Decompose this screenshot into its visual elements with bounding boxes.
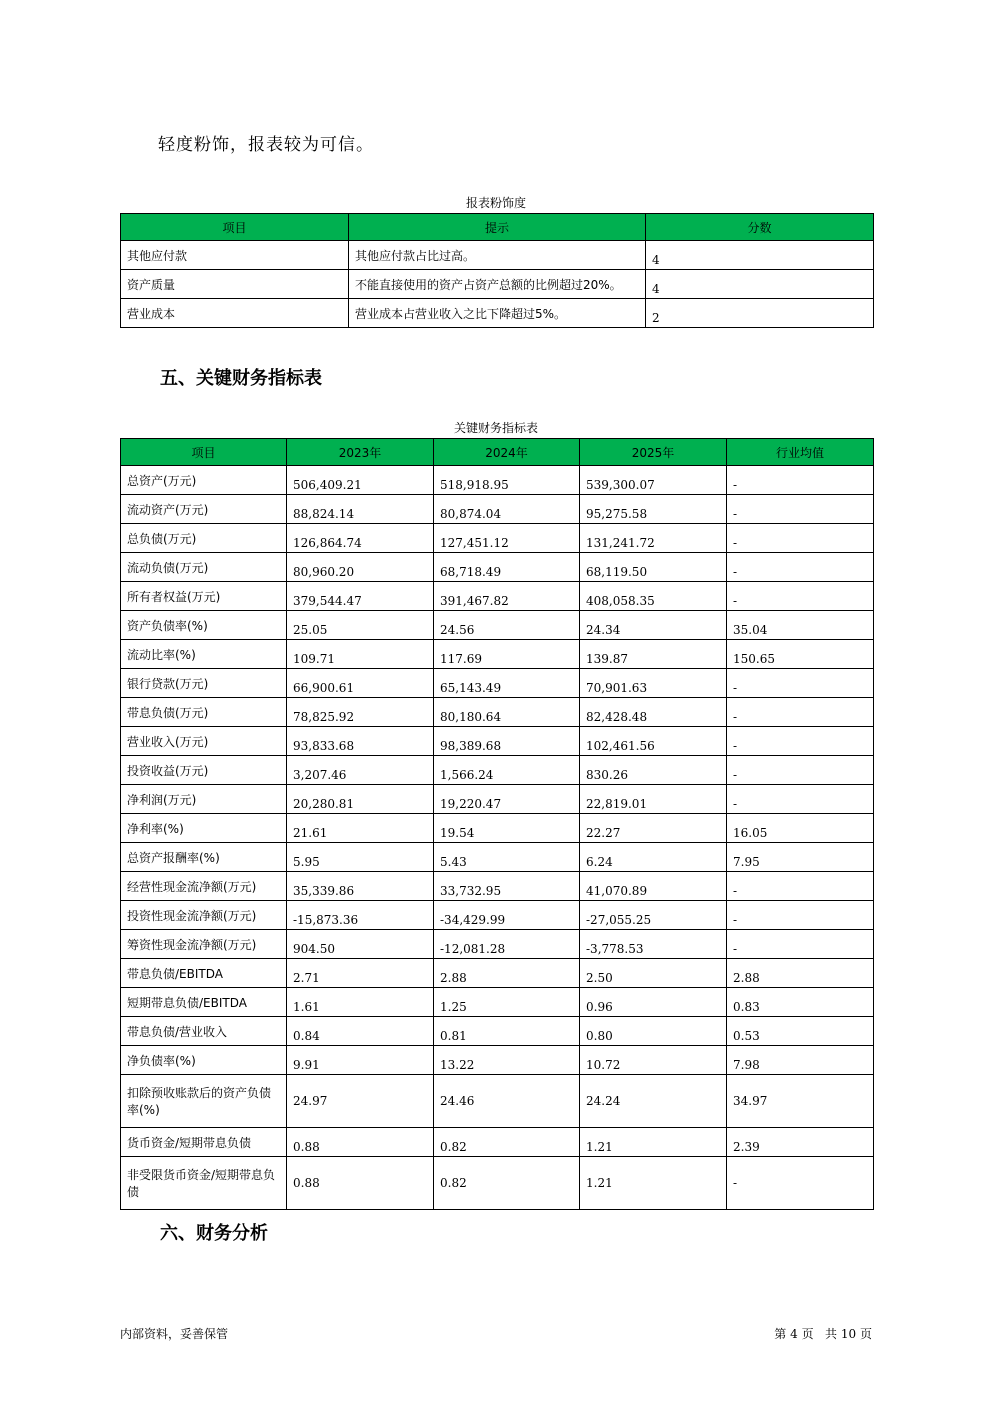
row-label-cell: 扣除预收账款后的资产负债率(%): [121, 1075, 287, 1128]
value-cell: 0.83: [727, 988, 874, 1017]
table-row: [121, 1017, 874, 1046]
value-cell: 0.81: [434, 1017, 580, 1046]
value-cell: 19,220.47: [434, 785, 580, 814]
value-cell: -: [727, 872, 874, 901]
column-header: 2023年: [287, 439, 434, 466]
value-cell: -: [727, 901, 874, 930]
value-cell: 0.96: [580, 988, 727, 1017]
section6-heading: 六、财务分析: [160, 1223, 268, 1244]
row-label-cell: 总资产(万元): [121, 466, 287, 495]
table-row: [121, 901, 874, 930]
whitewash-table: [120, 213, 874, 328]
table-row: [121, 930, 874, 959]
table-header-row: [121, 439, 874, 466]
value-cell: 16.05: [727, 814, 874, 843]
value-cell: 65,143.49: [434, 669, 580, 698]
page-current: 4: [790, 1327, 798, 1341]
table-row: [121, 299, 874, 328]
value-cell: 营业成本占营业收入之比下降超过5%。: [349, 299, 646, 328]
table-row: [121, 988, 874, 1017]
value-cell: 95,275.58: [580, 495, 727, 524]
row-label-cell: 营业收入(万元): [121, 727, 287, 756]
value-cell: 2.71: [287, 959, 434, 988]
value-cell: -: [727, 466, 874, 495]
value-cell: 88,824.14: [287, 495, 434, 524]
value-cell: 0.88: [287, 1157, 434, 1210]
value-cell: -: [727, 495, 874, 524]
intro-paragraph: 轻度粉饰，报表较为可信。: [158, 135, 374, 155]
value-cell: 10.72: [580, 1046, 727, 1075]
value-cell: 82,428.48: [580, 698, 727, 727]
value-cell: 1,566.24: [434, 756, 580, 785]
table-row: [121, 611, 874, 640]
value-cell: 2.88: [434, 959, 580, 988]
row-label-cell: 投资收益(万元): [121, 756, 287, 785]
table-row: [121, 553, 874, 582]
value-cell: 其他应付款占比过高。: [349, 241, 646, 270]
row-label-cell: 资产质量: [121, 270, 349, 299]
row-label-cell: 其他应付款: [121, 241, 349, 270]
value-cell: 1.21: [580, 1128, 727, 1157]
value-cell: 0.53: [727, 1017, 874, 1046]
key-financial-indicators-table: [120, 438, 874, 1210]
value-cell: 78,825.92: [287, 698, 434, 727]
row-label-cell: 带息负债/EBITDA: [121, 959, 287, 988]
row-label-cell: 资产负债率(%): [121, 611, 287, 640]
value-cell: 7.95: [727, 843, 874, 872]
value-cell: 24.24: [580, 1075, 727, 1128]
value-cell: 22,819.01: [580, 785, 727, 814]
value-cell: -: [727, 785, 874, 814]
value-cell: 3,207.46: [287, 756, 434, 785]
value-cell: 830.26: [580, 756, 727, 785]
table-row: [121, 1157, 874, 1210]
value-cell: 4: [646, 241, 874, 270]
page-total: 10: [840, 1327, 857, 1341]
value-cell: 7.98: [727, 1046, 874, 1075]
value-cell: 0.80: [580, 1017, 727, 1046]
column-header: 项目: [121, 214, 349, 241]
value-cell: 66,900.61: [287, 669, 434, 698]
value-cell: 25.05: [287, 611, 434, 640]
value-cell: 98,389.68: [434, 727, 580, 756]
value-cell: -: [727, 756, 874, 785]
value-cell: 24.34: [580, 611, 727, 640]
value-cell: -: [727, 553, 874, 582]
value-cell: 80,180.64: [434, 698, 580, 727]
table-row: [121, 1046, 874, 1075]
row-label-cell: 非受限货币资金/短期带息负债: [121, 1157, 287, 1210]
value-cell: 33,732.95: [434, 872, 580, 901]
value-cell: 93,833.68: [287, 727, 434, 756]
row-label-cell: 筹资性现金流净额(万元): [121, 930, 287, 959]
row-label-cell: 所有者权益(万元): [121, 582, 287, 611]
value-cell: 13.22: [434, 1046, 580, 1075]
row-label-cell: 货币资金/短期带息负债: [121, 1128, 287, 1157]
table-row: [121, 727, 874, 756]
value-cell: 68,119.50: [580, 553, 727, 582]
value-cell: 126,864.74: [287, 524, 434, 553]
row-label-cell: 经营性现金流净额(万元): [121, 872, 287, 901]
value-cell: 80,874.04: [434, 495, 580, 524]
value-cell: 41,070.89: [580, 872, 727, 901]
column-header: 行业均值: [727, 439, 874, 466]
value-cell: 70,901.63: [580, 669, 727, 698]
value-cell: 109.71: [287, 640, 434, 669]
value-cell: -: [727, 930, 874, 959]
row-label-cell: 净利润(万元): [121, 785, 287, 814]
value-cell: 127,451.12: [434, 524, 580, 553]
value-cell: 2: [646, 299, 874, 328]
table2-caption: 关键财务指标表: [453, 421, 538, 435]
value-cell: 19.54: [434, 814, 580, 843]
value-cell: 5.95: [287, 843, 434, 872]
value-cell: -: [727, 1157, 874, 1210]
table-row: [121, 959, 874, 988]
value-cell: -: [727, 582, 874, 611]
value-cell: 391,467.82: [434, 582, 580, 611]
row-label-cell: 总资产报酬率(%): [121, 843, 287, 872]
value-cell: 150.65: [727, 640, 874, 669]
value-cell: -34,429.99: [434, 901, 580, 930]
value-cell: -: [727, 669, 874, 698]
row-label-cell: 营业成本: [121, 299, 349, 328]
row-label-cell: 带息负债(万元): [121, 698, 287, 727]
table-row: [121, 872, 874, 901]
value-cell: -3,778.53: [580, 930, 727, 959]
value-cell: 0.84: [287, 1017, 434, 1046]
column-header: 提示: [349, 214, 646, 241]
value-cell: -: [727, 727, 874, 756]
row-label-cell: 流动比率(%): [121, 640, 287, 669]
row-label-cell: 银行贷款(万元): [121, 669, 287, 698]
value-cell: 35,339.86: [287, 872, 434, 901]
table-row: [121, 1128, 874, 1157]
value-cell: 6.24: [580, 843, 727, 872]
value-cell: 9.91: [287, 1046, 434, 1075]
value-cell: -: [727, 698, 874, 727]
column-header: 项目: [121, 439, 287, 466]
value-cell: 24.46: [434, 1075, 580, 1128]
value-cell: 379,544.47: [287, 582, 434, 611]
table-row: [121, 814, 874, 843]
value-cell: 1.21: [580, 1157, 727, 1210]
value-cell: 24.97: [287, 1075, 434, 1128]
table-row: [121, 241, 874, 270]
table-row: [121, 669, 874, 698]
value-cell: -: [727, 524, 874, 553]
value-cell: 1.25: [434, 988, 580, 1017]
section5-heading: 五、关键财务指标表: [160, 368, 322, 389]
value-cell: 21.61: [287, 814, 434, 843]
column-header: 2024年: [434, 439, 580, 466]
table-header-row: [121, 214, 874, 241]
page-suffix: 页: [859, 1327, 872, 1341]
value-cell: 0.82: [434, 1128, 580, 1157]
table-row: [121, 582, 874, 611]
value-cell: 4: [646, 270, 874, 299]
value-cell: 102,461.56: [580, 727, 727, 756]
row-label-cell: 总负债(万元): [121, 524, 287, 553]
column-header: 分数: [646, 214, 874, 241]
table-row: [121, 756, 874, 785]
value-cell: 5.43: [434, 843, 580, 872]
table-row: [121, 640, 874, 669]
table-row: [121, 843, 874, 872]
row-label-cell: 流动负债(万元): [121, 553, 287, 582]
value-cell: 68,718.49: [434, 553, 580, 582]
value-cell: 904.50: [287, 930, 434, 959]
value-cell: 22.27: [580, 814, 727, 843]
page-mid: 页 共: [801, 1327, 838, 1341]
row-label-cell: 净负债率(%): [121, 1046, 287, 1075]
value-cell: -12,081.28: [434, 930, 580, 959]
value-cell: 35.04: [727, 611, 874, 640]
page-prefix: 第: [774, 1327, 787, 1341]
value-cell: -27,055.25: [580, 901, 727, 930]
table-row: [121, 270, 874, 299]
table-row: [121, 524, 874, 553]
value-cell: 0.88: [287, 1128, 434, 1157]
table-row: [121, 495, 874, 524]
value-cell: 131,241.72: [580, 524, 727, 553]
table-row: [121, 785, 874, 814]
table-row: [121, 698, 874, 727]
row-label-cell: 短期带息负债/EBITDA: [121, 988, 287, 1017]
value-cell: 117.69: [434, 640, 580, 669]
value-cell: 2.39: [727, 1128, 874, 1157]
value-cell: 24.56: [434, 611, 580, 640]
column-header: 2025年: [580, 439, 727, 466]
value-cell: -15,873.36: [287, 901, 434, 930]
footer-confidential-note: 内部资料，妥善保管: [120, 1327, 229, 1341]
value-cell: 1.61: [287, 988, 434, 1017]
row-label-cell: 流动资产(万元): [121, 495, 287, 524]
row-label-cell: 带息负债/营业收入: [121, 1017, 287, 1046]
value-cell: 2.50: [580, 959, 727, 988]
value-cell: 139.87: [580, 640, 727, 669]
value-cell: 0.82: [434, 1157, 580, 1210]
value-cell: 539,300.07: [580, 466, 727, 495]
value-cell: 不能直接使用的资产占资产总额的比例超过20%。: [349, 270, 646, 299]
value-cell: 2.88: [727, 959, 874, 988]
value-cell: 20,280.81: [287, 785, 434, 814]
value-cell: 80,960.20: [287, 553, 434, 582]
value-cell: 34.97: [727, 1075, 874, 1128]
row-label-cell: 净利率(%): [121, 814, 287, 843]
table-row: [121, 466, 874, 495]
value-cell: 506,409.21: [287, 466, 434, 495]
table-row: [121, 1075, 874, 1128]
row-label-cell: 投资性现金流净额(万元): [121, 901, 287, 930]
value-cell: 408,058.35: [580, 582, 727, 611]
footer-page-number: [774, 1325, 872, 1342]
value-cell: 518,918.95: [434, 466, 580, 495]
table1-caption: 报表粉饰度: [465, 196, 526, 210]
